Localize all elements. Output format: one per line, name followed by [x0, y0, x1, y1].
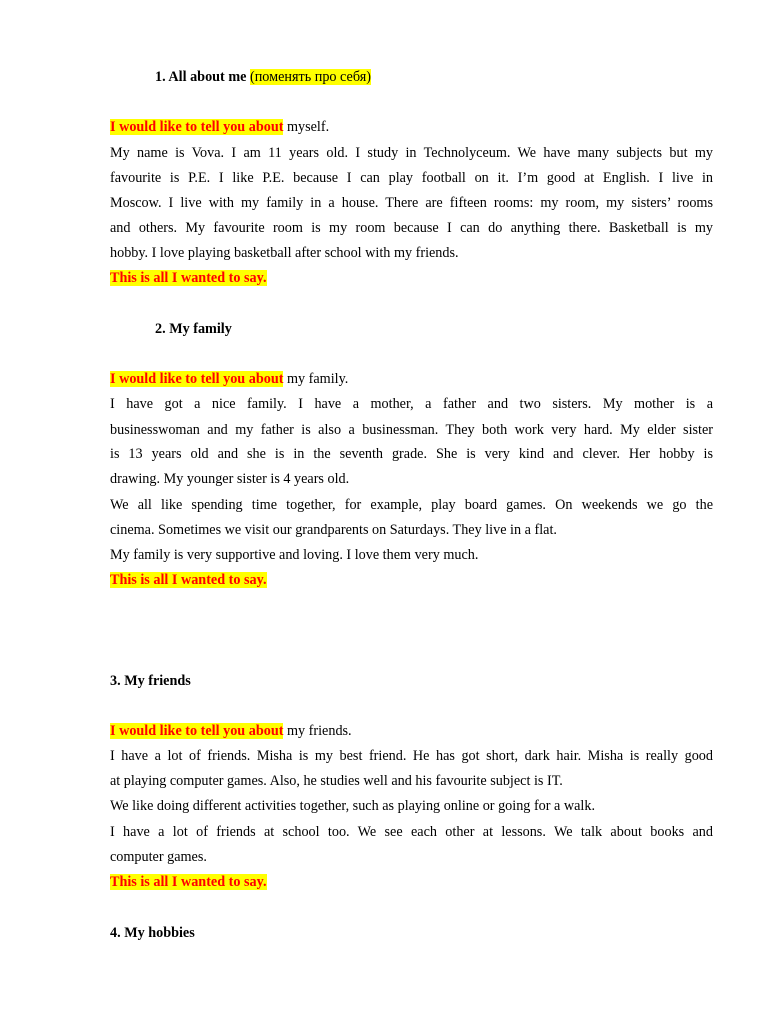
paragraph-line: My family is very supportive and loving. I love them very much. — [110, 547, 479, 563]
section-heading — [155, 67, 758, 87]
paragraph-line: My name is Vova. I am 11 years old. I study in Technolyceum. We have many subjects but my — [110, 145, 713, 161]
paragraph-line: and others. My favourite room is my room because I can do anything there. Basketball is my — [110, 220, 713, 236]
heading-text: 4. My hobbies — [110, 925, 195, 941]
section-heading — [155, 319, 758, 339]
paragraph-line: Moscow. I live with my family in a house. There are fifteen rooms: my room, my sisters’ rooms — [110, 195, 713, 211]
intro-line — [110, 369, 713, 389]
section-heading — [110, 671, 713, 691]
closing-text: This is all I wanted to say. — [110, 270, 267, 286]
heading-note: (поменять про себя) — [249, 69, 371, 85]
intro-rest: myself. — [283, 119, 330, 135]
paragraph-line: hobby. I love playing basketball after school with my friends. — [110, 245, 459, 261]
intro-highlight: I would like to tell you about — [110, 371, 284, 387]
paragraph-line: We all like spending time together, for example, play board games. On weekends we go the — [110, 497, 713, 513]
heading-text: 3. My friends — [110, 673, 191, 689]
paragraph-line: businesswoman and my father is also a businessman. They both work very hard. My elder sister — [110, 422, 713, 438]
closing-text: This is all I wanted to say. — [110, 572, 267, 588]
paragraph-line: favourite is P.E. I like P.E. because I can play football on it. I’m good at English. I live in — [110, 170, 713, 186]
paragraph-line: computer games. — [110, 849, 207, 865]
paragraph-line: is 13 years old and she is in the seventh grade. She is very kind and clever. Her hobby is — [110, 446, 713, 462]
paragraph-line: I have got a nice family. I have a mother, a father and two sisters. My mother is a — [110, 396, 713, 412]
closing-text: This is all I wanted to say. — [110, 874, 267, 890]
intro-highlight: I would like to tell you about — [110, 723, 284, 739]
paragraph-line: I have a lot of friends at school too. We see each other at lessons. We talk about books and — [110, 824, 713, 840]
intro-rest: my family. — [283, 371, 349, 387]
intro-highlight: I would like to tell you about — [110, 119, 284, 135]
paragraph-line: drawing. My younger sister is 4 years old. — [110, 471, 350, 487]
section-heading — [110, 923, 713, 943]
intro-line — [110, 117, 713, 137]
paragraph-line: We like doing different activities together, such as playing online or going for a walk. — [110, 798, 595, 814]
paragraph-line: I have a lot of friends. Misha is my best friend. He has got short, dark hair. Misha is really good — [110, 748, 713, 764]
closing-line — [110, 872, 713, 892]
paragraph-line: at playing computer games. Also, he studies well and his favourite subject is IT. — [110, 773, 563, 789]
heading-text: 2. My family — [155, 321, 232, 337]
paragraph-line: cinema. Sometimes we visit our grandparents on Saturdays. They live in a flat. — [110, 522, 557, 538]
intro-line — [110, 721, 713, 741]
closing-line — [110, 570, 713, 590]
closing-line — [110, 268, 713, 288]
intro-rest: my friends. — [283, 723, 352, 739]
heading-text: 1. All about me — [155, 69, 247, 85]
